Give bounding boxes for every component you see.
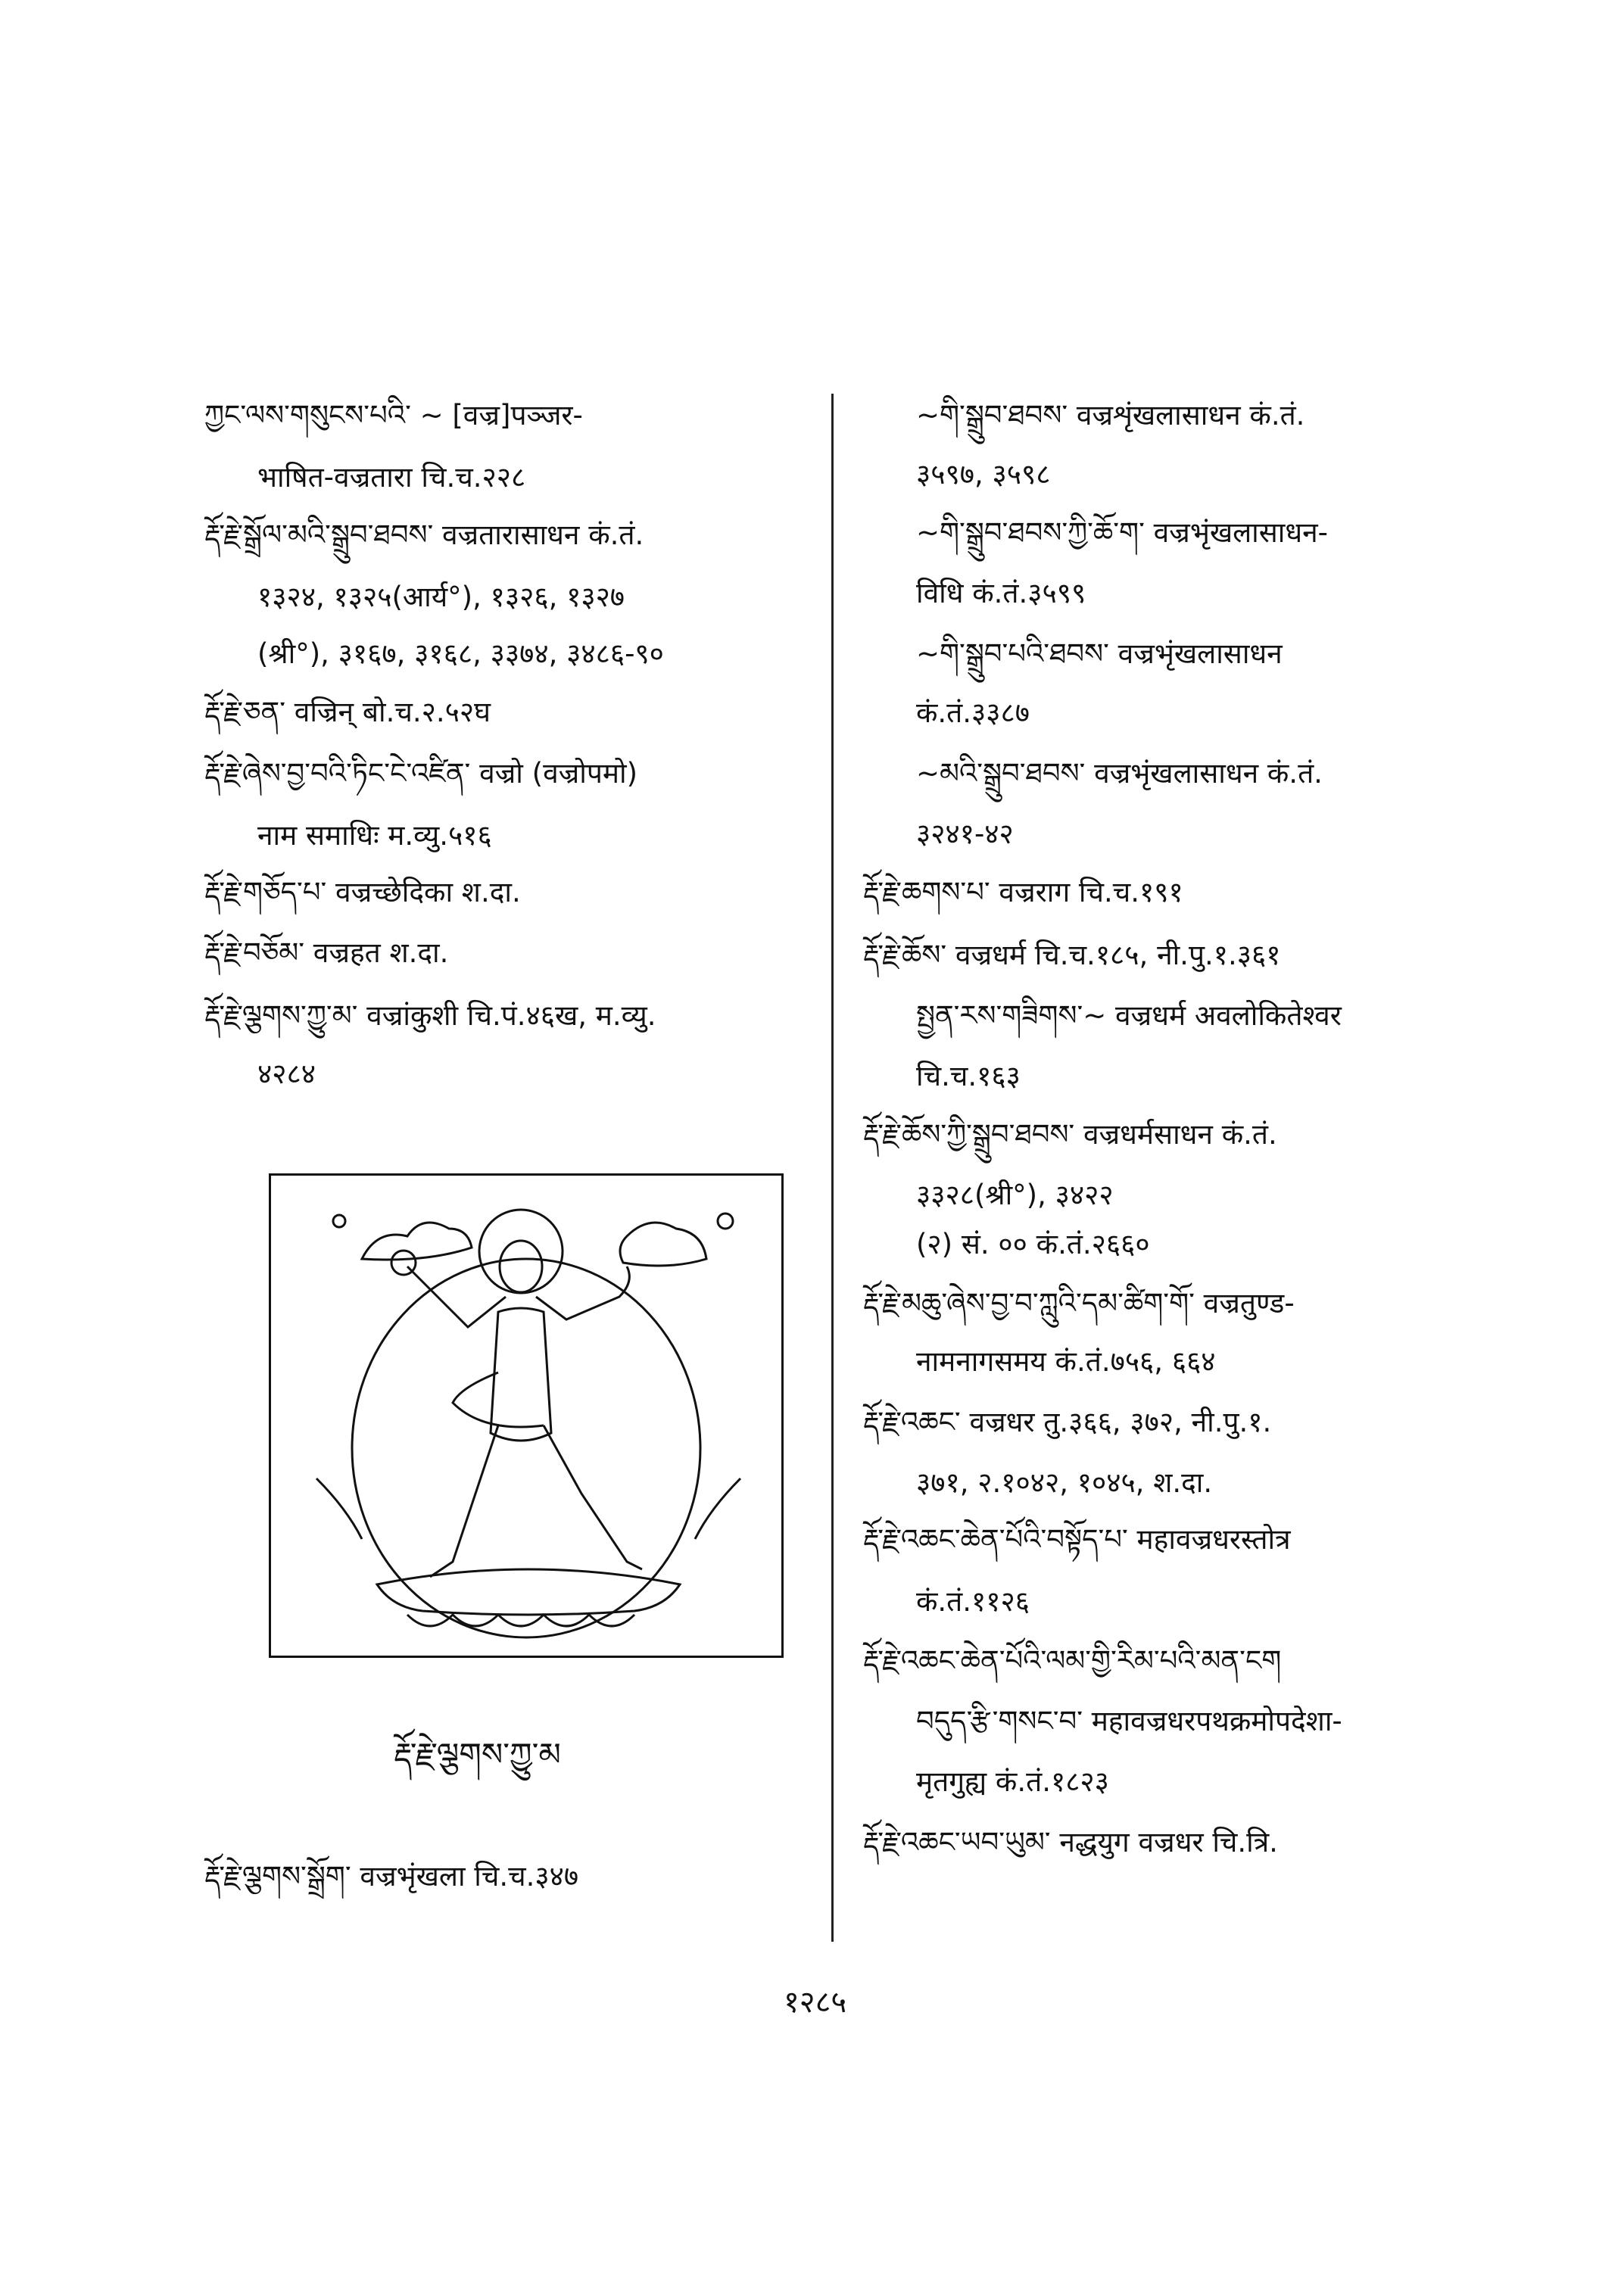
deity-illustration [269, 1173, 784, 1658]
entry-line: ३५९७, ३५९८ [916, 458, 1051, 491]
entry-line: कं.तं.११२६ [916, 1585, 1030, 1618]
entry-line: རྡོ་རྗེ་ཆོས་ वज्रधर्म चि.च.१८५, नी.पु.१.३६१ [863, 939, 1281, 971]
entry-line: རྡོ་རྗེ་འཆང་ཡབ་ཡུམ་ नद्धयुग वज्रधर चि.त्रि. [863, 1826, 1278, 1858]
entry-line: བདུད་རྩི་གསང་བ་ महावज्रधरपथक्रमोपदेशा- [916, 1705, 1342, 1737]
entry-line: कं.तं.३३८७ [916, 696, 1030, 729]
entry-line: ཀྱང་ལས་གསུངས་པའི་ ~ [वज्र]पञ्जर- [204, 399, 583, 431]
entry-line: རྡོ་རྗེ་འཆང་ཆེན་པོའི་ལམ་གྱི་རིམ་པའི་མན་ངག [863, 1644, 1282, 1677]
entry-line: नाम समाधिः म.व्यु.५१६ [257, 819, 492, 852]
entry-line: ३३२८(श्री°), ३४२२ [916, 1179, 1114, 1211]
entry-line: རྡོ་རྗེ་བཅོམ་ वज्रहत श.दा. [204, 936, 449, 969]
column-divider [831, 394, 834, 1942]
entry-line: ३२४१-४२ [916, 818, 1014, 850]
entry-line: རྡོ་རྗེ་འཆང་ཆེན་པོའི་བསྟོད་པ་ महावज्रधरस्तोत्र [863, 1523, 1291, 1556]
entry-line: ~མའི་སྒྲུབ་ཐབས་ वज्रभृंखलासाधन कं.तं. [916, 757, 1323, 790]
entry-line: རྡོ་རྗེ་སྒྲོལ་མའི་སྒྲུབ་ཐབས་ वज्रतारासाधन कं.तं. [204, 519, 644, 551]
entry-line: རྡོ་རྗེ་ཆོས་ཀྱི་སྒྲུབ་ཐབས་ वज्रधर्मसाधन कं.तं. [863, 1118, 1277, 1151]
entry-line: རྡོ་རྗེ་ཞེས་བྱ་བའི་ཏིང་ངེ་འཛིན་ वज्रो (वज्रोपमो) [204, 757, 638, 790]
figure-caption: རྡོ་རྗེ་ལྕགས་ཀྱུ་མ [394, 1736, 561, 1773]
entry-line: विधि कं.तं.३५९९ [916, 577, 1086, 609]
entry-line: སྤྱན་རས་གཟིགས་~ वज्रधर्म अवलोकितेश्वर [916, 999, 1342, 1032]
entry-line: चि.च.१६३ [916, 1060, 1021, 1092]
page-number: १२८५ [784, 1985, 847, 2020]
entry-line: ~གི་སྒྲུབ་ཐབས་ वज्रशृंखलासाधन कं.तं. [916, 399, 1305, 431]
entry-line: (२) सं. ०० कं.तं.२६६० [916, 1228, 1150, 1260]
entry-line: རྡོ་རྗེ་ཆགས་པ་ वज्रराग चि.च.१९१ [863, 876, 1183, 908]
entry-line: ४२८४ [257, 1058, 316, 1090]
entry-line: (श्री°), ३१६७, ३१६८, ३३७४, ३४८६-९० [257, 637, 664, 670]
deity-drawing-icon [271, 1176, 781, 1656]
entry-line: ~གི་སྒྲུབ་ཐབས་ཀྱི་ཆོ་ག་ वज्रभृंखलासाधन- [916, 516, 1328, 549]
entry-line: मृतगुह्य कं.तं.१८२३ [916, 1765, 1109, 1798]
entry-line: རྡོ་རྗེ་ལྕགས་ཀྱུ་མ་ वज्रांकुशी चि.पं.४६ख, म.व्यु. [204, 999, 656, 1032]
entry-line: རྡོ་རྗེ་མཆུ་ཞེས་བྱ་བ་ཀླུའི་དམ་ཚིག་གོ་ वज्रतुण्ड- [863, 1287, 1295, 1319]
entry-line: རྡོ་རྗེ་འཆང་ वज्रधर तु.३६६, ३७२, नी.पु.१. [863, 1406, 1272, 1438]
entry-line: ~གི་སྒྲུབ་པའི་ཐབས་ वज्रभृंखलासाधन [916, 637, 1283, 670]
entry-line: རྡོ་རྗེ་ལྕགས་སྒྲོག་ वज्रभृंखला चि.च.३४७ [204, 1860, 579, 1893]
entry-line: རྡོ་རྗེ་གཅོད་པ་ वज्रच्छेदिका श.दा. [204, 876, 521, 908]
entry-line: རྡོ་རྗེ་ཅན་ वज्रिन् बो.च.२.५२घ [204, 696, 491, 728]
entry-line: भाषित-वज्रतारा चि.च.२२८ [257, 461, 526, 494]
entry-line: ३७१, २.१०४२, १०४५, श.दा. [916, 1466, 1213, 1499]
entry-line: १३२४, १३२५(आर्य°), १३२६, १३२७ [257, 581, 625, 613]
entry-line: नामनागसमय कं.तं.७५६, ६६४ [916, 1345, 1216, 1378]
